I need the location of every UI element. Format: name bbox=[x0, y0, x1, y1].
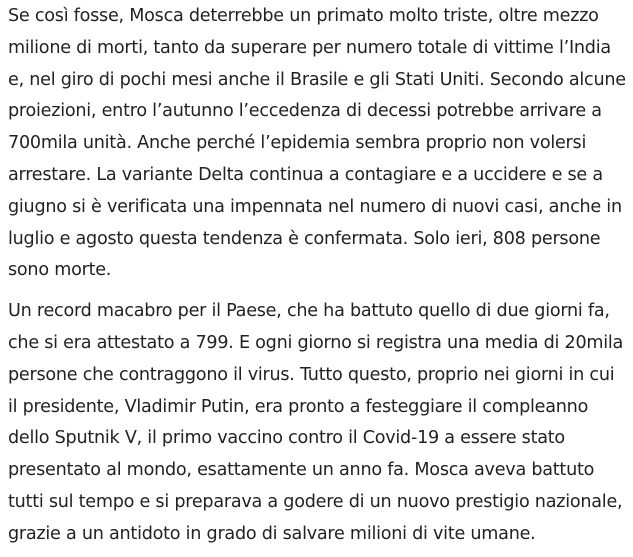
article-paragraph-2: Un record macabro per il Paese, che ha battuto quello di due giorni fa, che si era attestato a 799. E ogni giorno si registra una media di 20mila persone che contraggono il virus. Tutto questo, proprio nei giorni in cui il presidente, Vladimir Putin, era pronto a festeggiare il compleanno dello Sputnik V, il primo vaccino contro il Covid-19 a essere stato presentato al mondo, esattamente un anno fa. Mosca aveva battuto tutti sul tempo e si preparava a godere di un nuovo prestigio nazionale, grazie a un antidoto in grado di salvare milioni di vite umane. bbox=[8, 301, 624, 544]
article-paragraph-1: Se così fosse, Mosca deterrebbe un primato molto triste, oltre mezzo milione di morti, tanto da superare per numero totale di vittime l’India e, nel giro di pochi mesi anche il Brasile e gli Stati Uniti. Secondo alcune proiezioni, entro l’autunno l’eccedenza di decessi potrebbe arrivare a 700mila unità. Anche perché l’epidemia sembra proprio non volersi arrestare. La variante Delta continua a contagiare e a uccidere e se a giugno si è verificata una impennata nel numero di nuovi casi, anche in luglio e agosto questa tendenza è confermata. Solo ieri, 808 persone sono morte. bbox=[8, 6, 626, 281]
